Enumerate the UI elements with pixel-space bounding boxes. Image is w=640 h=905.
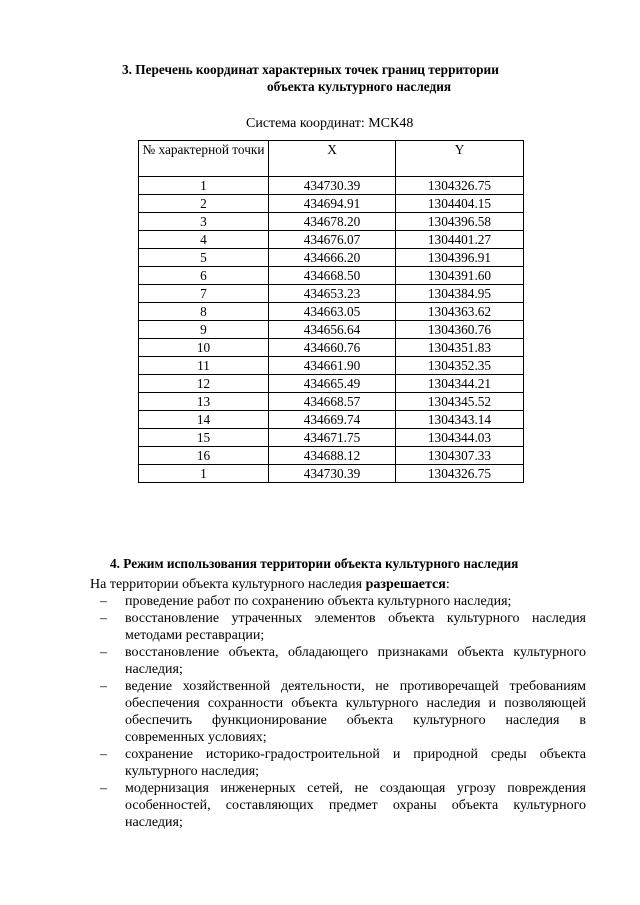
table-row [139,393,524,411]
cell-y: 1304401.27 [396,231,524,249]
cell-x: 434660.76 [269,339,396,357]
header-point-number: № характерной точки [139,141,269,177]
cell-x: 434653.23 [269,285,396,303]
table-row [139,267,524,285]
list-item-text: проведение работ по сохранению объекта культурного наследия; [125,594,512,609]
cell-point: 13 [139,393,269,411]
table-header-row [139,141,524,177]
list-item-text: восстановление объекта, обладающего признаками объекта культурного наследия; [125,645,586,677]
cell-point: 5 [139,249,269,267]
cell-x: 434666.20 [269,249,396,267]
cell-point: 11 [139,357,269,375]
cell-y: 1304404.15 [396,195,524,213]
table-row [139,465,524,483]
table-row [139,285,524,303]
cell-y: 1304396.91 [396,249,524,267]
header-y: Y [396,141,524,177]
table-row [139,249,524,267]
cell-y: 1304352.35 [396,357,524,375]
table-row [139,339,524,357]
cell-y: 1304307.33 [396,447,524,465]
cell-x: 434688.12 [269,447,396,465]
cell-y: 1304363.62 [396,303,524,321]
list-item [98,678,586,746]
list-item-text: сохранение историко-градостроительной и природной среды объекта культурного наследия; [125,747,586,779]
list-item-text: восстановление утраченных элементов объекта культурного наследия методами реставрации; [125,611,586,643]
dash-bullet: – [100,747,107,762]
cell-point: 16 [139,447,269,465]
intro-text: На территории объекта культурного наследия [90,577,366,592]
dash-bullet: – [100,594,107,609]
cell-y: 1304384.95 [396,285,524,303]
list-item [98,746,586,780]
cell-y: 1304343.14 [396,411,524,429]
dash-bullet: – [100,781,107,796]
cell-x: 434656.64 [269,321,396,339]
cell-point: 1 [139,465,269,483]
list-item-text: ведение хозяйственной деятельности, не противоречащей требованиям обеспечения сохранности объекта культурного наследия и позволяющей обеспечить функционирование объекта культурного наследия в современных условиях; [125,679,586,745]
table-row [139,429,524,447]
section-4-title: 4. Режим использования территории объекта культурного наследия [110,556,519,571]
cell-y: 1304396.58 [396,213,524,231]
cell-point: 12 [139,375,269,393]
table-row [139,321,524,339]
cell-y: 1304351.83 [396,339,524,357]
dash-bullet: – [100,679,107,694]
list-item [98,593,586,610]
cell-x: 434669.74 [269,411,396,429]
cell-point: 3 [139,213,269,231]
table-row [139,447,524,465]
cell-point: 10 [139,339,269,357]
cell-x: 434730.39 [269,465,396,483]
table-row [139,231,524,249]
cell-x: 434665.49 [269,375,396,393]
header-x: X [269,141,396,177]
table-row [139,213,524,231]
section-3-title-line1: 3. Перечень координат характерных точек границ территории [122,62,499,77]
cell-point: 9 [139,321,269,339]
coordinate-system-label: Система координат: МСК48 [246,116,414,131]
cell-point: 14 [139,411,269,429]
cell-y: 1304326.75 [396,465,524,483]
cell-point: 6 [139,267,269,285]
cell-x: 434661.90 [269,357,396,375]
permitted-activities-list [98,593,586,831]
cell-point: 7 [139,285,269,303]
intro-emphasis: разрешается [365,577,446,592]
table-row [139,195,524,213]
cell-point: 1 [139,177,269,195]
section-3-title-line2: объекта культурного наследия [267,79,452,94]
table-row [139,375,524,393]
cell-point: 2 [139,195,269,213]
table-row [139,177,524,195]
cell-point: 4 [139,231,269,249]
coordinates-table [138,140,524,483]
cell-x: 434678.20 [269,213,396,231]
cell-y: 1304360.76 [396,321,524,339]
cell-x: 434676.07 [269,231,396,249]
table-row [139,357,524,375]
cell-y: 1304326.75 [396,177,524,195]
cell-y: 1304344.03 [396,429,524,447]
list-item [98,780,586,831]
cell-point: 15 [139,429,269,447]
cell-x: 434668.50 [269,267,396,285]
section-3-title [122,61,592,95]
dash-bullet: – [100,611,107,626]
list-item [98,610,586,644]
cell-y: 1304344.21 [396,375,524,393]
cell-y: 1304345.52 [396,393,524,411]
dash-bullet: – [100,645,107,660]
intro-colon: : [445,577,450,592]
table-row [139,411,524,429]
cell-x: 434671.75 [269,429,396,447]
cell-x: 434668.57 [269,393,396,411]
cell-point: 8 [139,303,269,321]
permission-intro [90,576,450,593]
cell-x: 434663.05 [269,303,396,321]
table-row [139,303,524,321]
cell-y: 1304391.60 [396,267,524,285]
list-item-text: модернизация инженерных сетей, не создающая угрозу повреждения особенностей, составляющих предмет охраны объекта культурного наследия; [125,781,586,830]
list-item [98,644,586,678]
cell-x: 434694.91 [269,195,396,213]
cell-x: 434730.39 [269,177,396,195]
